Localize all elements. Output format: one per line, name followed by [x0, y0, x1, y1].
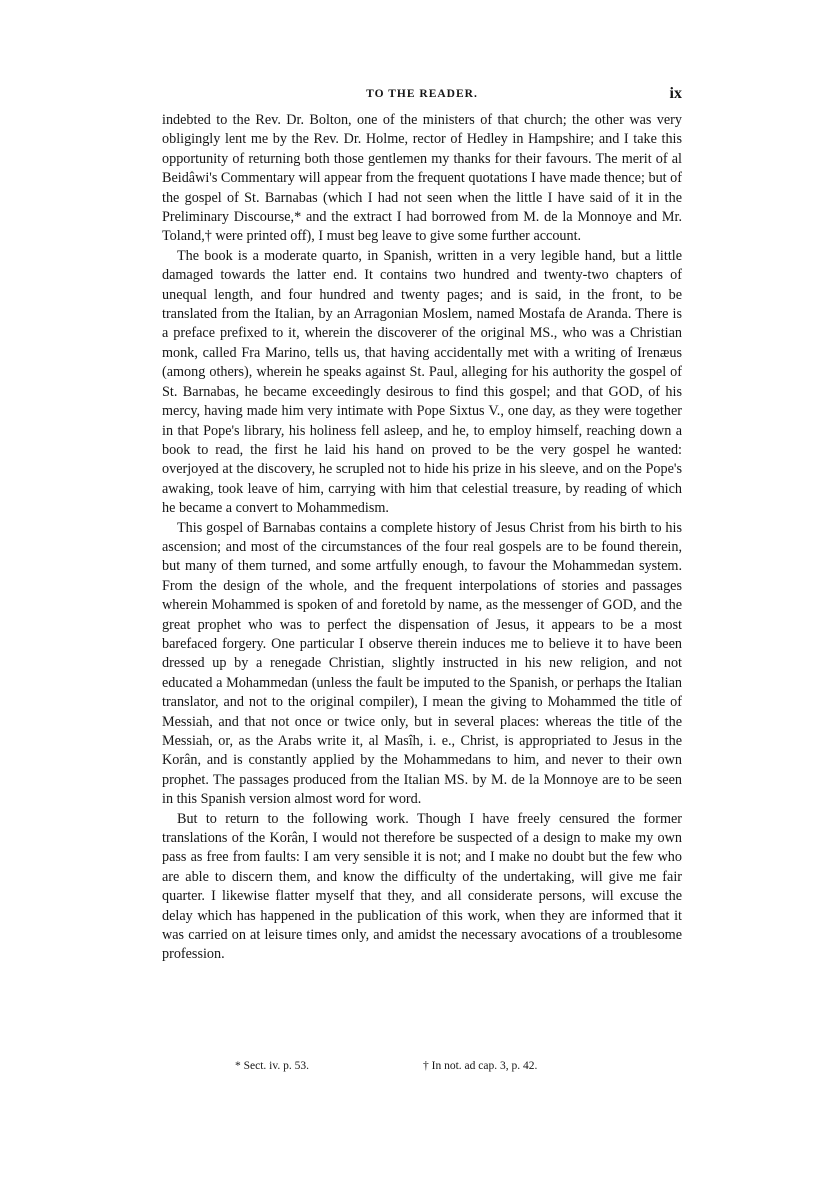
page-number: ix: [669, 85, 682, 102]
running-title: TO THE READER.: [366, 88, 478, 100]
paragraph-continuation: indebted to the Rev. Dr. Bolton, one of the ministers of that church; the other was very obligingly lent me by the Rev. Dr. Holme, rector of Hedley in Hampshire; and I take this opportunity of returning both those gentlemen my thanks for their favours. The merit of al Beidâwi's Commentary will appear from the frequent quotations I have made thence; but of the gospel of St. Barnabas (which I had not seen when the little I have said of it in the Preliminary Discourse,* and the extract I had borrowed from M. de la Monnoye and Mr. Toland,† were printed off), I must beg leave to give some further account.: [162, 112, 682, 245]
footnote-toland: † In not. ad cap. 3, p. 42.: [423, 1060, 538, 1072]
paragraph-return-to-work: But to return to the following work. Though I have freely censured the former translations of the Korân, I would not therefore be suspected of a design to make my own pass as free from faults: I am very sensible it is not; and I make no doubt but the few who are able to discern them, and know the difficulty of the undertaking, will give me fair quarter. I likewise flatter myself that they, and all considerate persons, will excuse the delay which has happened in the publication of this work, when they are informed that it was carried on at leisure times only, and amidst the necessary avocations of a troublesome profession.: [162, 810, 682, 963]
footnotes: [235, 1060, 635, 1078]
paragraph-book-description: The book is a moderate quarto, in Spanish, written in a very legible hand, but a little damaged towards the latter end. It contains two hundred and twenty-two chapters of unequal length, and four hundred and twenty pages; and is said, in the front, to be translated from the Italian, by an Arragonian Moslem, named Mostafa de Aranda. There is a preface prefixed to it, wherein the discoverer of the original MS., who was a Christian monk, called Fra Marino, tells us, that having accidentally met with a writing of Irenæus (among others), wherein he speaks against St. Paul, alleging for his authority the gospel of St. Barnabas, he became exceedingly desirous to find this gospel; and that GOD, of his mercy, having made him very intimate with Pope Sixtus V., one day, as they were together in that Pope's library, his holiness fell asleep, and he, to employ himself, reaching down a book to read, the first he laid his hand on proved to be the very gospel he wanted: overjoyed at the discovery, he scrupled not to hide his prize in his sleeve, and on the Pope's awaking, took leave of him, carrying with him that celestial treasure, by reading of which he became a convert to Mohammedism.: [162, 247, 682, 517]
running-head: [162, 85, 682, 108]
paragraph-gospel-of-barnabas: This gospel of Barnabas contains a complete history of Jesus Christ from his birth to his ascension; and most of the circumstances of the four real gospels are to be found therein, but many of them turned, and some artfully enough, to favour the Mohammedan system. From the design of the whole, and the frequent interpolations of stories and passages wherein Mohammed is spoken of and foretold by name, as the messenger of GOD, and the great prophet who was to perfect the dispensation of Jesus, it appears to be a most barefaced forgery. One particular I observe therein induces me to believe it to have been dressed up by a renegade Christian, slightly instructed in his new religion, and not educated a Mohammedan (unless the fault be imputed to the Spanish, or perhaps the Italian translator, and not to the original compiler), I mean the giving to Mohammed the title of Messiah, and that not once or twice only, but in several places: whereas the title of the Messiah, or, as the Arabs write it, al Masîh, i. e., Christ, is appropriated to Jesus in the Korân, and is constantly applied by the Mohammedans to him, and never to their own prophet. The passages produced from the Italian MS. by M. de la Monnoye are to be seen in this Spanish version almost word for word.: [162, 519, 682, 808]
footnote-preliminary-discourse: * Sect. iv. p. 53.: [235, 1060, 309, 1072]
body-text: [162, 111, 682, 965]
